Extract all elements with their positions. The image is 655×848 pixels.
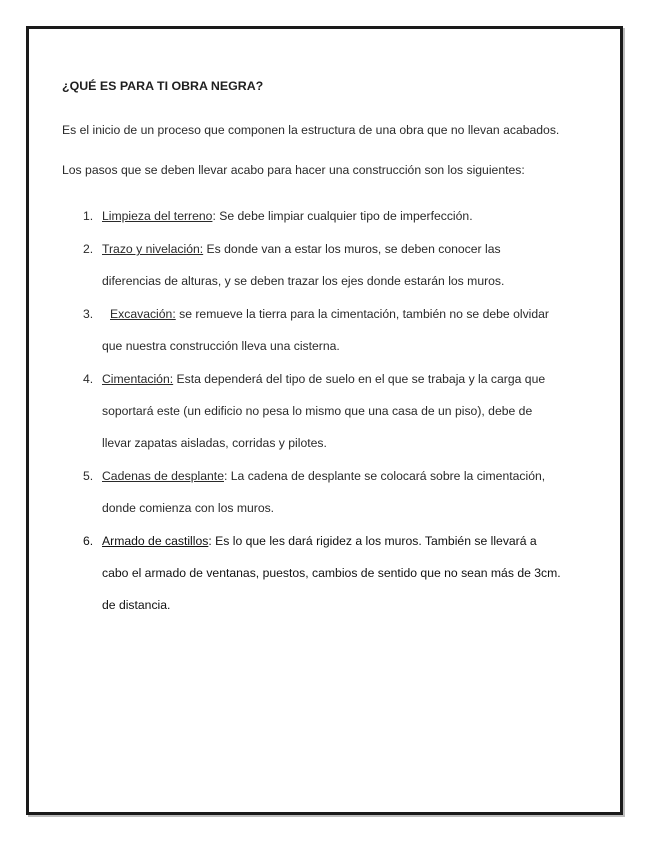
document-title: ¿QUÉ ES PARA TI OBRA NEGRA?: [62, 79, 264, 93]
list-item: [62, 363, 562, 459]
construction-steps-list: [62, 200, 562, 621]
steps-intro-paragraph: Los pasos que se deben llevar acabo para hacer una construcción son los siguientes:: [62, 163, 525, 177]
list-item-number: 4.: [83, 372, 94, 386]
list-item-term: Trazo y nivelación:: [102, 242, 204, 256]
list-item-term: Limpieza del terreno: [102, 209, 213, 223]
document-body: [62, 62, 562, 622]
list-item: [62, 460, 562, 524]
list-item: [62, 298, 562, 362]
list-item-separator: :: [212, 209, 216, 223]
list-item-number: 5.: [83, 469, 94, 483]
list-item-separator: :: [223, 469, 228, 483]
list-item-text: Es lo que les dará rigidez a los muros. También se llevará a cabo el armado de ventanas, puestos, cambios de sentido que no sean más de 3cm. de distancia.: [102, 534, 561, 612]
list-item-term: Cimentación:: [102, 372, 174, 386]
list-item-term: Excavación:: [110, 307, 176, 321]
list-item-number: 2.: [83, 242, 94, 256]
list-item-text: Se debe limpiar cualquier tipo de imperfección.: [215, 209, 473, 223]
list-item-number: 3.: [83, 307, 94, 321]
list-item-term: Cadenas de desplante: [102, 469, 224, 483]
list-item-term: Armado de castillos: [102, 534, 209, 548]
list-item-separator: :: [208, 534, 212, 548]
intro-paragraph: Es el inicio de un proceso que componen la estructura de una obra que no llevan acabados.: [62, 123, 560, 137]
list-item-text: se remueve la tierra para la cimentación, también no se debe olvidar que nuestra construcción lleva una cisterna.: [102, 307, 549, 353]
list-item-number: 6.: [83, 534, 94, 548]
list-item: [62, 200, 562, 232]
list-item-text: La cadena de desplante se colocará sobre la cimentación, donde comienza con los muros.: [102, 469, 546, 515]
list-item-number: 1.: [83, 209, 94, 223]
list-item: [62, 525, 562, 621]
list-item: [62, 233, 562, 297]
list-item-text: Esta dependerá del tipo de suelo en el que se trabaja y la carga que soportará este (un edificio no pesa lo mismo que una casa de un piso), debe de llevar zapatas aisladas, corridas y pilotes.: [102, 372, 546, 450]
list-item-text: Es donde van a estar los muros, se deben conocer las diferencias de alturas, y se deben trazar los ejes donde estarán los muros.: [102, 242, 505, 288]
